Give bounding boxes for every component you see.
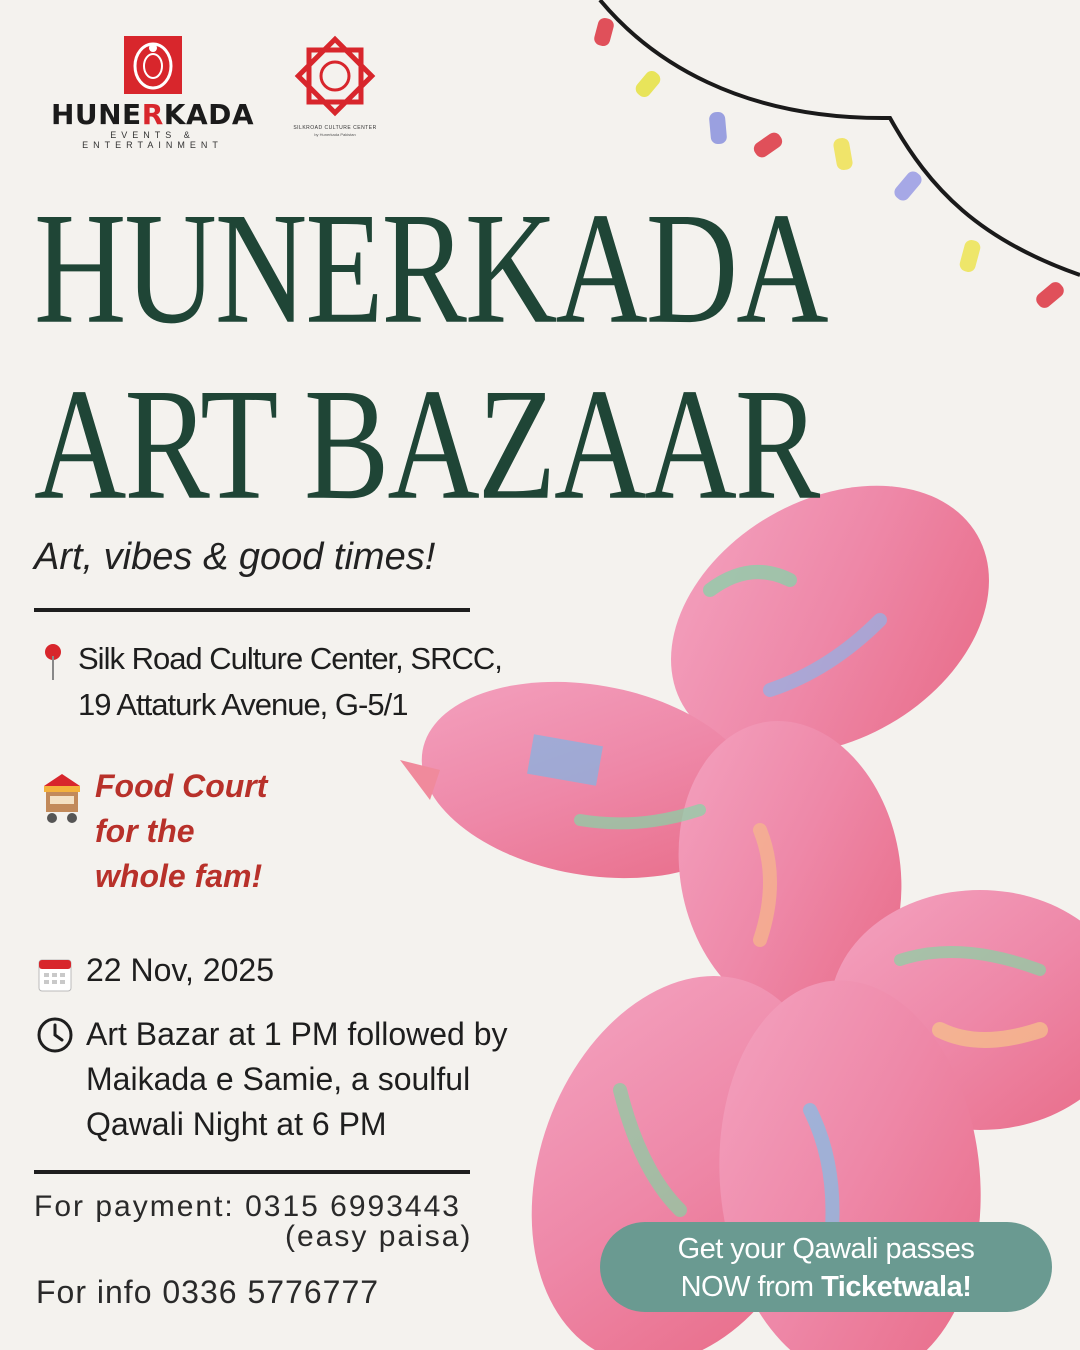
eight-point-star-logo-icon	[285, 30, 385, 122]
cta-line-2-bold: Ticketwala!	[821, 1271, 972, 1303]
food-line-2: for the	[95, 813, 195, 849]
food-line-1: Food Court	[95, 768, 268, 804]
clock-icon	[36, 1016, 74, 1054]
hunerkada-subtitle: EVENTS & ENTERTAINMENT	[82, 130, 223, 150]
silkroad-caption: SILKROAD CULTURE CENTER	[293, 125, 377, 131]
info-number: For info 0336 5776777	[36, 1274, 380, 1310]
hunerkada-emblem-icon	[124, 36, 182, 94]
ticketwala-cta-button[interactable]	[600, 1222, 1052, 1312]
cta-line-1: Get your Qawali passes	[677, 1233, 975, 1265]
schedule-line-3: Qawali Night at 6 PM	[86, 1106, 387, 1142]
hunerkada-logo	[40, 36, 265, 150]
hunerkada-wordmark: HUNERKADA	[50, 98, 255, 131]
food-line-3: whole fam!	[95, 858, 263, 894]
payment-method: (easy paisa)	[285, 1220, 473, 1253]
payment-number: For payment: 0315 6993443	[34, 1190, 461, 1223]
food-cart-icon	[40, 770, 84, 826]
map-pin-icon	[42, 642, 64, 682]
schedule-line-1: Art Bazar at 1 PM followed by	[86, 1016, 508, 1052]
cta-line-2-prefix: NOW from	[680, 1271, 822, 1303]
event-schedule	[86, 1012, 508, 1147]
tagline: Art, vibes & good times!	[34, 536, 436, 578]
venue-line-1: Silk Road Culture Center, SRCC,	[78, 641, 502, 676]
divider-bottom	[34, 1170, 470, 1174]
title-line-2: ART BAZAAR	[34, 355, 819, 533]
food-court-note	[95, 764, 267, 899]
venue-address	[78, 636, 502, 728]
schedule-line-2: Maikada e Samie, a soulful	[86, 1061, 471, 1097]
title-line-1: HUNERKADA	[34, 179, 827, 357]
divider-top	[34, 608, 470, 612]
event-date: 22 Nov, 2025	[86, 952, 274, 988]
calendar-icon	[38, 956, 72, 992]
venue-line-2: 19 Attaturk Avenue, G-5/1	[78, 687, 408, 722]
silkroad-subcaption: by Hunerkada Pakistan	[314, 132, 356, 137]
silkroad-logo	[285, 30, 385, 140]
balloon-dog-icon	[380, 470, 1080, 1350]
